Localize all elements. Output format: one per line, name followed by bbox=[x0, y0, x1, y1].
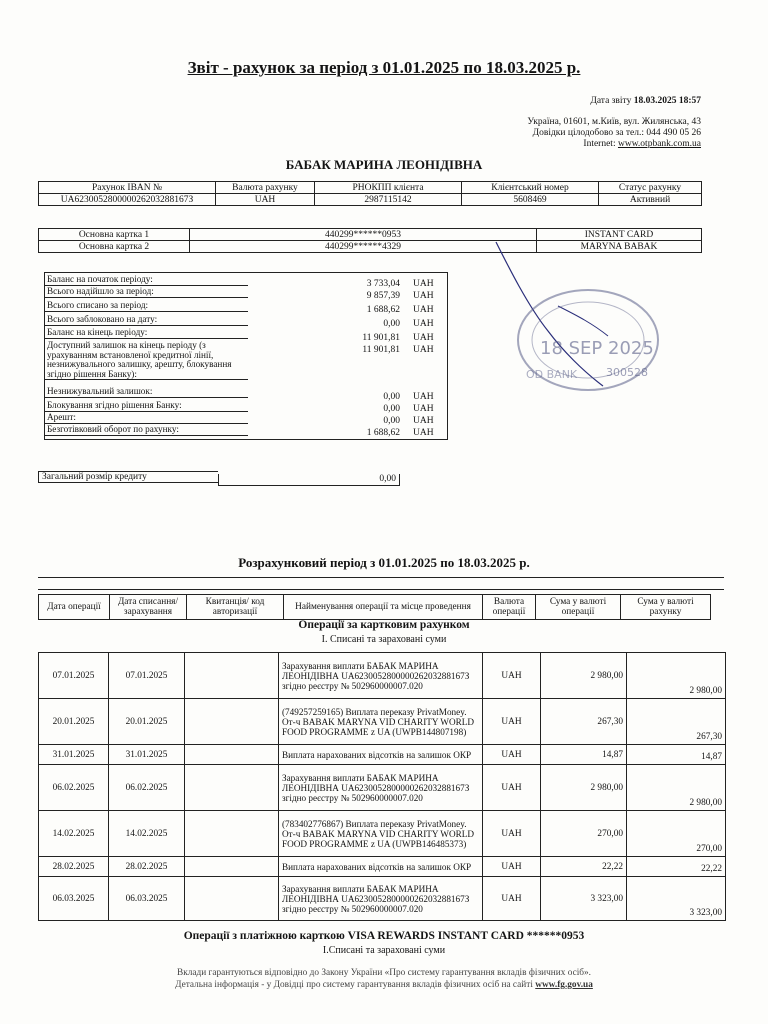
account-header-cell: РНОКПП клієнта bbox=[315, 182, 462, 194]
section-card-account-subtitle: I. Списані та зараховані суми bbox=[321, 634, 447, 645]
balance-currency: UAH bbox=[413, 279, 434, 289]
footer-line2 bbox=[0, 979, 768, 991]
tx-currency: UAH bbox=[483, 811, 541, 857]
balance-currency: UAH bbox=[413, 333, 434, 343]
tx-auth-code bbox=[185, 857, 279, 877]
report-date bbox=[590, 96, 701, 106]
tx-description: (783402776867) Виплата переказу PrivatMoney. От-ч BABAK MARYNA VID CHARITY WORLD FOOD PROGRAMME z UA (UWPB146485373) bbox=[279, 811, 483, 857]
account-value-row bbox=[39, 194, 702, 206]
table-row bbox=[39, 699, 726, 745]
stamp-bank: OD BANK bbox=[526, 368, 578, 381]
account-header-row bbox=[39, 182, 702, 194]
section-visa-card-subtitle: I.Списані та зараховані суми bbox=[322, 945, 446, 956]
tx-date: 06.02.2025 bbox=[39, 765, 109, 811]
table-row bbox=[39, 745, 726, 765]
account-currency: UAH bbox=[216, 194, 315, 206]
period-title: Розрахунковий період з 01.01.2025 по 18.03.2025 р. bbox=[238, 555, 530, 570]
stamp-code: 300528 bbox=[606, 366, 648, 379]
balance-currency: UAH bbox=[413, 291, 434, 301]
footer bbox=[0, 967, 768, 991]
tx-header-cell: Дата операції bbox=[39, 595, 110, 620]
table-row bbox=[39, 765, 726, 811]
balance-label: Всього списано за період: bbox=[44, 301, 248, 312]
tx-amount-account: 2 980,00 bbox=[627, 765, 726, 811]
card-name: MARYNA BABAK bbox=[537, 241, 702, 253]
balance-amount: 0,00 bbox=[383, 404, 400, 414]
tx-currency: UAH bbox=[483, 653, 541, 699]
tx-description: Виплата нарахованих відсотків на залишок ОКР bbox=[279, 857, 483, 877]
balance-label: Всього заблоковано на дату: bbox=[44, 315, 248, 326]
tx-date: 06.03.2025 bbox=[39, 877, 109, 921]
balance-amount: 0,00 bbox=[383, 392, 400, 402]
tx-post-date: 20.01.2025 bbox=[109, 699, 185, 745]
tx-amount-operation: 3 323,00 bbox=[541, 877, 627, 921]
footer-line1: Вклади гарантуються відповідно до Закону України «Про систему гарантування вкладів фізичних осіб». bbox=[177, 968, 591, 978]
section-card-account-title: Операції за картковим рахунком bbox=[298, 619, 470, 631]
divider bbox=[38, 577, 724, 578]
divider bbox=[38, 589, 724, 590]
tx-description: Зарахування виплати БАБАК МАРИНА ЛЕОНІДІВНА UA623005280000026203288167З згідно реєстру № 502960000007.020 bbox=[279, 765, 483, 811]
tx-currency: UAH bbox=[483, 765, 541, 811]
tx-auth-code bbox=[185, 877, 279, 921]
tx-amount-account: 2 980,00 bbox=[627, 653, 726, 699]
tx-date: 07.01.2025 bbox=[39, 653, 109, 699]
balance-currency: UAH bbox=[413, 428, 434, 438]
tx-post-date: 14.02.2025 bbox=[109, 811, 185, 857]
stamp-date: 18 SEP 2025 bbox=[540, 338, 654, 359]
credit-label: Загальний розмір кредиту bbox=[38, 471, 218, 483]
balance-currency: UAH bbox=[413, 416, 434, 426]
tx-description: Зарахування виплати БАБАК МАРИНА ЛЕОНІДІВНА UA623005280000026203288167З згідно реєстру № 502960000007.020 bbox=[279, 877, 483, 921]
balance-currency: UAH bbox=[413, 305, 434, 315]
footer-link[interactable]: www.fg.gov.ua bbox=[535, 980, 593, 990]
tx-post-date: 07.01.2025 bbox=[109, 653, 185, 699]
balance-currency: UAH bbox=[413, 392, 434, 402]
tx-amount-operation: 2 980,00 bbox=[541, 765, 627, 811]
account-table bbox=[38, 181, 702, 206]
report-date-label: Дата звіту bbox=[590, 96, 632, 106]
account-header-cell: Валюта рахунку bbox=[216, 182, 315, 194]
card-number: 440299******0953 bbox=[190, 229, 537, 241]
tx-header-cell: Дата списання/ зарахування bbox=[110, 595, 187, 620]
tx-currency: UAH bbox=[483, 877, 541, 921]
tx-amount-operation: 2 980,00 bbox=[541, 653, 627, 699]
bank-web bbox=[527, 139, 701, 150]
balance-label: Баланс на кінець періоду: bbox=[44, 328, 248, 339]
account-header-cell: Рахунок IBAN № bbox=[39, 182, 216, 194]
balance-amount: 3 733,04 bbox=[366, 279, 400, 289]
tx-amount-operation: 14,87 bbox=[541, 745, 627, 765]
tx-post-date: 28.02.2025 bbox=[109, 857, 185, 877]
tx-auth-code bbox=[185, 745, 279, 765]
tx-amount-account: 22,22 bbox=[627, 857, 726, 877]
bank-web-link[interactable]: www.otpbank.com.ua bbox=[617, 139, 701, 149]
report-title: Звіт - рахунок за період з 01.01.2025 по 18.03.2025 р. bbox=[187, 58, 581, 77]
table-row bbox=[39, 653, 726, 699]
tx-amount-account: 270,00 bbox=[627, 811, 726, 857]
balance-amount: 11 901,81 bbox=[362, 345, 400, 355]
credit-value: 0,00 bbox=[218, 474, 400, 486]
card-name: INSTANT CARD bbox=[537, 229, 702, 241]
balance-label: Незнижувальний залишок: bbox=[44, 387, 248, 398]
tx-amount-operation: 267,30 bbox=[541, 699, 627, 745]
balance-currency: UAH bbox=[413, 404, 434, 414]
card-number: 440299******4329 bbox=[190, 241, 537, 253]
tx-post-date: 31.01.2025 bbox=[109, 745, 185, 765]
balance-amount: 1 688,62 bbox=[366, 305, 400, 315]
account-header-cell: Клієнтський номер bbox=[462, 182, 599, 194]
tx-header-row bbox=[39, 595, 711, 620]
balance-label: Баланс на початок періоду: bbox=[44, 275, 248, 286]
section-visa-card-title: Операції з платіжною карткою VISA REWARDS INSTANT CARD ******0953 bbox=[183, 930, 585, 942]
table-row bbox=[39, 857, 726, 877]
balance-label: Доступний залишок на кінець періоду (з урахуванням встановленої кредитної лінії, незнижувального залишку, арешту, блокування згідно рішення Банку): bbox=[44, 341, 248, 380]
tx-amount-account: 267,30 bbox=[627, 699, 726, 745]
tx-amount-account: 14,87 bbox=[627, 745, 726, 765]
tx-description: Зарахування виплати БАБАК МАРИНА ЛЕОНІДІВНА UA623005280000026203288167З згідно реєстру № 502960000007.020 bbox=[279, 653, 483, 699]
balance-currency: UAH bbox=[413, 345, 434, 355]
account-header-cell: Статус рахунку bbox=[599, 182, 702, 194]
transactions-header bbox=[38, 594, 711, 620]
client-tax-id: 2987115142 bbox=[315, 194, 462, 206]
balance-amount: 0,00 bbox=[383, 319, 400, 329]
tx-auth-code bbox=[185, 653, 279, 699]
bank-web-label: Internet: bbox=[583, 139, 616, 149]
card-label: Основна картка 2 bbox=[39, 241, 190, 253]
balance-label: Всього надійшло за період: bbox=[44, 287, 248, 298]
tx-amount-account: 3 323,00 bbox=[627, 877, 726, 921]
tx-header-cell: Найменування операції та місце проведення bbox=[284, 595, 483, 620]
bank-contacts bbox=[527, 117, 701, 150]
table-row bbox=[39, 877, 726, 921]
tx-post-date: 06.02.2025 bbox=[109, 765, 185, 811]
balance-currency: UAH bbox=[413, 319, 434, 329]
balance-amount: 1 688,62 bbox=[366, 428, 400, 438]
tx-description: (749257259165) Виплата переказу PrivatMoney. От-ч BABAK MARYNA VID CHARITY WORLD FOOD PROGRAMME z UA (UWPB144807198) bbox=[279, 699, 483, 745]
balance-label: Безготівковий оборот по рахунку: bbox=[44, 425, 248, 436]
tx-date: 31.01.2025 bbox=[39, 745, 109, 765]
tx-post-date: 06.03.2025 bbox=[109, 877, 185, 921]
footer-line2-text: Детальна інформація - у Довідці про систему гарантування вкладів фізичних осіб на сайті bbox=[175, 980, 533, 990]
bank-address: Україна, 01601, м.Київ, вул. Жилянська, 43 bbox=[527, 117, 701, 127]
client-number: 5608469 bbox=[462, 194, 599, 206]
tx-currency: UAH bbox=[483, 745, 541, 765]
tx-header-cell: Сума у валюті рахунку bbox=[621, 595, 711, 620]
tx-description: Виплата нарахованих відсотків на залишок ОКР bbox=[279, 745, 483, 765]
tx-amount-operation: 22,22 bbox=[541, 857, 627, 877]
account-status: Активний bbox=[599, 194, 702, 206]
tx-auth-code bbox=[185, 765, 279, 811]
tx-date: 20.01.2025 bbox=[39, 699, 109, 745]
tx-amount-operation: 270,00 bbox=[541, 811, 627, 857]
tx-header-cell: Валюта операції bbox=[483, 595, 536, 620]
report-date-value: 18.03.2025 18:57 bbox=[633, 96, 701, 106]
tx-currency: UAH bbox=[483, 857, 541, 877]
transactions-table bbox=[38, 652, 726, 921]
balance-label: Арешт: bbox=[44, 413, 248, 424]
tx-date: 28.02.2025 bbox=[39, 857, 109, 877]
tx-header-cell: Квитанція/ код авторизації bbox=[187, 595, 284, 620]
balance-amount: 0,00 bbox=[383, 416, 400, 426]
tx-header-cell: Сума у валюті операції bbox=[536, 595, 621, 620]
balance-label: Блокування згідно рішення Банку: bbox=[44, 401, 248, 412]
client-name: БАБАК МАРИНА ЛЕОНІДІВНА bbox=[285, 157, 483, 172]
card-label: Основна картка 1 bbox=[39, 229, 190, 241]
account-iban: UA623005280000026203288167З bbox=[39, 194, 216, 206]
table-row bbox=[39, 811, 726, 857]
bank-phone: Довідки цілодобово за тел.: 044 490 05 26 bbox=[532, 128, 701, 138]
balance-amount: 11 901,81 bbox=[362, 333, 400, 343]
bank-stamp bbox=[488, 236, 688, 436]
tx-auth-code bbox=[185, 811, 279, 857]
tx-auth-code bbox=[185, 699, 279, 745]
balance-amount: 9 857,39 bbox=[366, 291, 400, 301]
tx-currency: UAH bbox=[483, 699, 541, 745]
tx-date: 14.02.2025 bbox=[39, 811, 109, 857]
